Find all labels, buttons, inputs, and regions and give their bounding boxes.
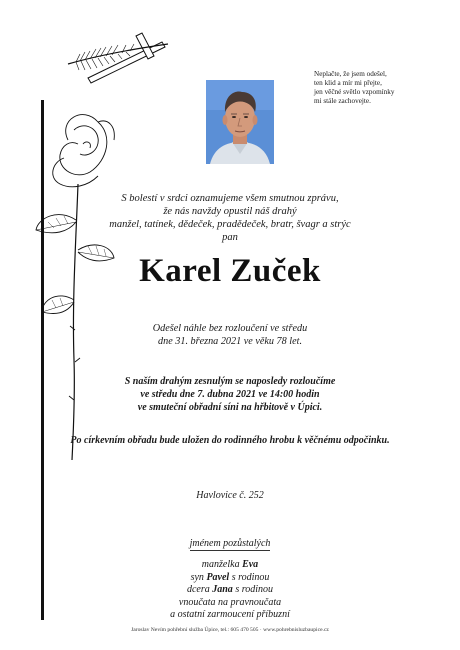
funeral-info bbox=[0, 375, 460, 414]
mourner-line: dcera Jana s rodinou bbox=[186, 584, 274, 596]
death-info-line: Odešel náhle bez rozloučení ve středu bbox=[152, 323, 308, 334]
mourners-heading bbox=[0, 538, 460, 549]
intro-line: S bolestí v srdci oznamujeme všem smutnou zprávu, bbox=[121, 193, 339, 204]
death-info bbox=[0, 322, 460, 348]
death-info-line: dne 31. března 2021 ve věku 78 let. bbox=[158, 336, 302, 347]
mourner-line: a ostatní zarmoucení příbuzní bbox=[170, 609, 290, 621]
mourner-line: manželka Eva bbox=[201, 559, 259, 570]
mourners-list bbox=[0, 559, 460, 622]
quote-line: mi stále zachovejte. bbox=[314, 97, 371, 105]
quote-line: ten klid a mír mi přejte, bbox=[314, 79, 382, 87]
announcement-intro bbox=[0, 192, 460, 244]
mourner-name: Jana bbox=[212, 584, 233, 596]
deceased-name: Karel Zuček bbox=[139, 253, 321, 289]
funeral-info-line: ve smuteční obřadní síni na hřbitově v Úpici. bbox=[137, 402, 323, 413]
mourner-line: syn Pavel s rodinou bbox=[190, 571, 270, 583]
mourners-heading-text: jménem pozůstalých bbox=[189, 538, 271, 549]
quote-line: jen věčné světlo vzpomínky bbox=[314, 88, 395, 96]
mourner-name: Pavel bbox=[206, 571, 230, 583]
intro-line: manžel, tatínek, dědeček, pradědeček, bratr, švagr a strýc bbox=[109, 219, 351, 230]
funeral-info-line: ve středu dne 7. dubna 2021 ve 14:00 hodin bbox=[140, 389, 320, 400]
funeral-service-footer: Jaroslav Nevím pohřební služba Úpice, tel.: 605 470 505 · www.pohrebnisluzbaupice.cz bbox=[131, 627, 329, 633]
mourner-line: vnoučata na pravnoučata bbox=[178, 596, 282, 608]
quote-line: Neplačte, že jsem odešel, bbox=[314, 70, 387, 78]
burial-info: Po církevním obřadu bude uložen do rodinného hrobu k věčnému odpočinku. bbox=[70, 435, 390, 446]
residence-address: Havlovice č. 252 bbox=[196, 490, 264, 501]
memorial-quote bbox=[314, 70, 444, 106]
mourner-name: Eva bbox=[242, 559, 259, 570]
funeral-info-line: S naším drahým zesnulým se naposledy rozloučíme bbox=[124, 376, 336, 387]
intro-line: pan bbox=[222, 232, 238, 243]
portrait-photo bbox=[206, 80, 274, 164]
cross-with-palm-branch-icon bbox=[66, 30, 176, 92]
intro-line: že nás navždy opustil náš drahý bbox=[163, 206, 297, 217]
